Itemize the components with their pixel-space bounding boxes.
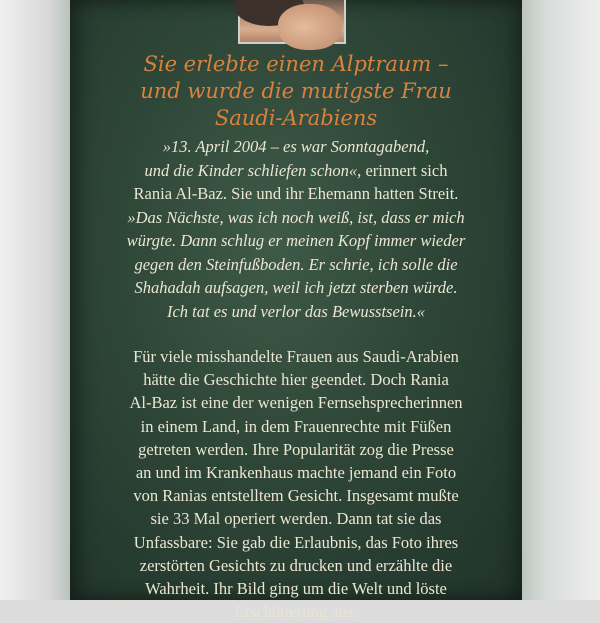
- body-paragraph: [70, 345, 522, 623]
- photo-face: [278, 4, 342, 50]
- quote-line-italic-part: und die Kinder schliefen schon«,: [144, 160, 362, 180]
- quote-line-regular-part: erinnert sich: [361, 160, 448, 180]
- headline-line: und wurde die mutigste Frau: [140, 79, 452, 103]
- body-line: getreten werden. Ihre Popularität zog die Presse: [138, 439, 454, 459]
- body-line: in einem Land, in dem Frauenrechte mit Füßen: [140, 416, 452, 436]
- body-line: Erschütterung aus.: [234, 602, 358, 622]
- cover-headline: [70, 51, 522, 132]
- quote-line: gegen den Steinfußboden. Er schrie, ich solle die: [134, 254, 458, 274]
- author-photo: [238, 0, 346, 44]
- headline-line: Sie erlebte einen Alptraum –: [143, 52, 449, 76]
- headline-line: Saudi-Arabiens: [214, 106, 378, 130]
- body-line: sie 33 Mal operiert werden. Dann tat sie das: [150, 509, 442, 529]
- quote-line: [70, 159, 522, 183]
- body-line: hätte die Geschichte hier geendet. Doch Rania: [143, 370, 449, 390]
- quote-line: »Das Nächste, was ich noch weiß, ist, dass er mich: [127, 207, 465, 227]
- quote-line: »13. April 2004 – es war Sonntagabend,: [162, 137, 430, 156]
- body-line: Für viele misshandelte Frauen aus Saudi-Arabien: [133, 347, 459, 366]
- quote-line: Rania Al-Baz. Sie und ihr Ehemann hatten Streit.: [133, 184, 459, 203]
- body-line: von Ranias entstelltem Gesicht. Insgesamt mußte: [133, 486, 459, 506]
- body-line: zerstörten Gesichts zu drucken und erzählte die: [139, 555, 453, 575]
- page-margin-right: [522, 0, 600, 600]
- quote-paragraph: [70, 135, 522, 323]
- body-line: Wahrheit. Ihr Bild ging um die Welt und löste: [145, 579, 447, 599]
- body-line: Unfassbare: Sie gab die Erlaubnis, das Foto ihres: [133, 532, 459, 552]
- page-margin-left: [0, 0, 70, 600]
- quote-line: würgte. Dann schlug er meinen Kopf immer wieder: [126, 231, 466, 250]
- quote-line: Ich tat es und verlor das Bewusstsein.«: [166, 301, 425, 321]
- quote-line: Shahadah aufsagen, weil ich jetzt sterben würde.: [134, 278, 458, 297]
- body-line: an und im Krankenhaus machte jemand ein Foto: [135, 463, 457, 483]
- book-cover: [70, 0, 522, 622]
- body-line: Al-Baz ist eine der wenigen Fernsehsprecherinnen: [129, 393, 463, 413]
